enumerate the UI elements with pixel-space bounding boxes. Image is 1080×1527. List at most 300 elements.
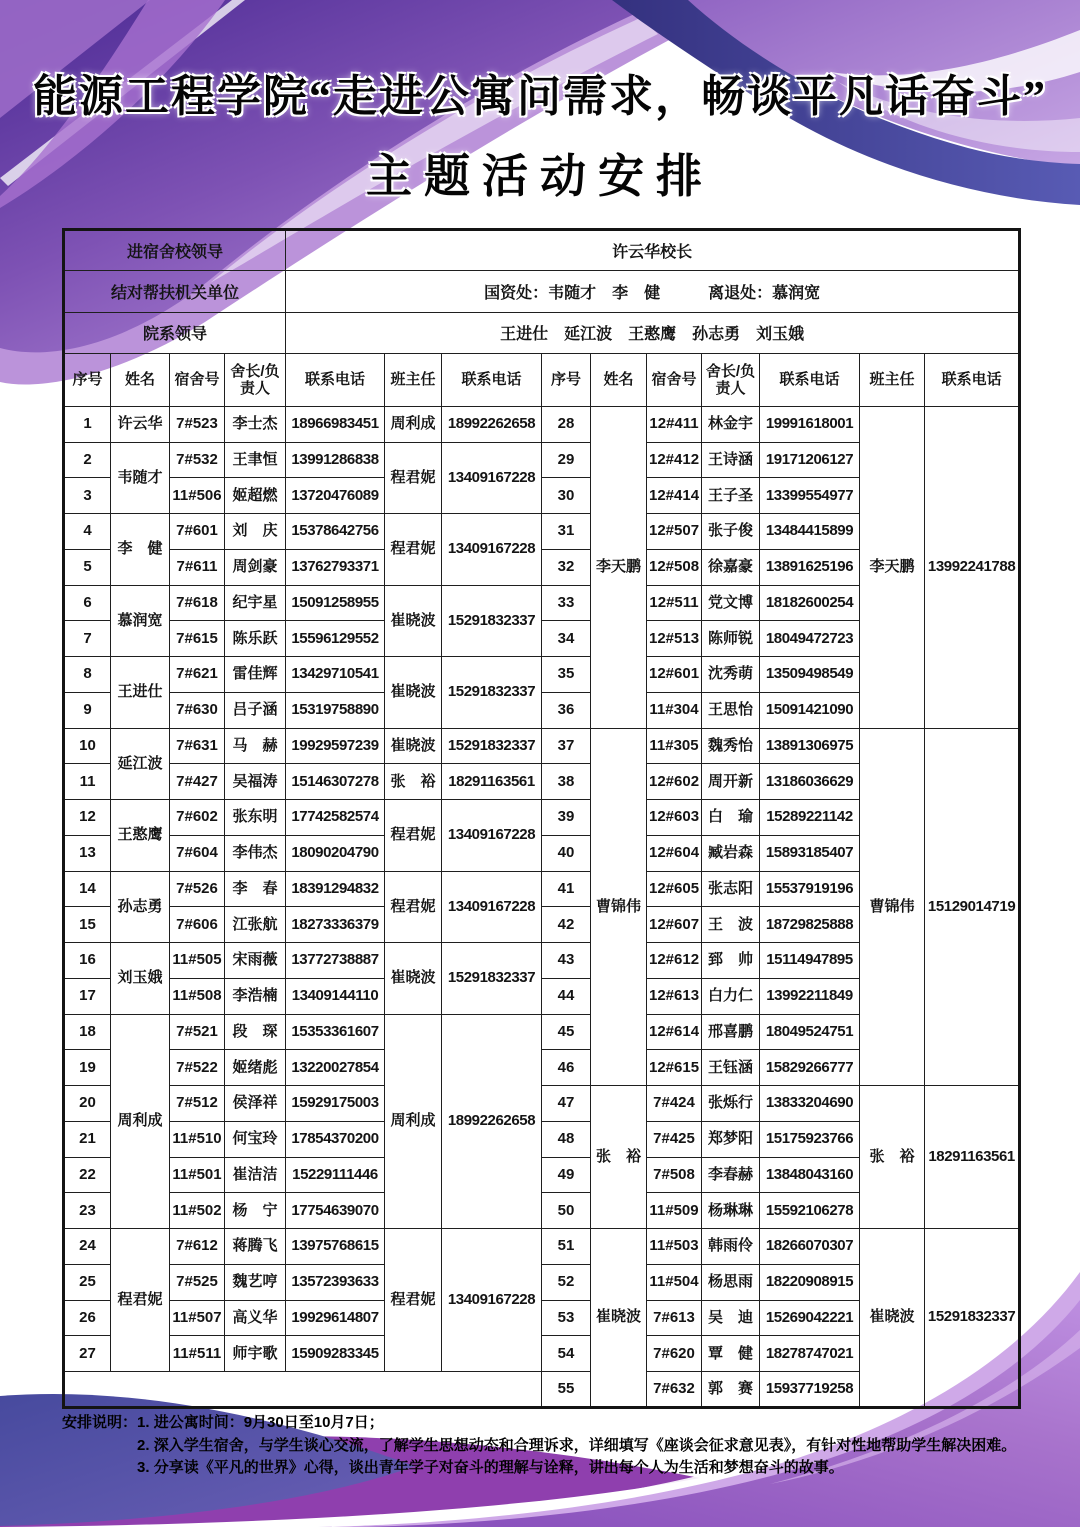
phone-cell: 18729825888 [760,907,860,943]
row-no-cell: 25 [64,1264,111,1300]
row-no-cell: 14 [64,871,111,907]
info-row [64,230,1020,271]
row-no-cell: 35 [542,657,591,693]
notes-items [137,1412,1016,1480]
dorm-head-cell: 郅 帅 [702,943,760,979]
dorm-number-cell: 11#505 [170,943,225,979]
teacher-phone-cell: 15291832337 [442,943,542,1015]
dorm-number-cell: 12#602 [647,764,702,800]
leader-name-cell: 曹锦伟 [591,728,647,1086]
dorm-number-cell: 12#511 [647,585,702,621]
row-no-cell: 47 [542,1086,591,1122]
dorm-number-cell: 11#507 [170,1300,225,1336]
dorm-head-cell: 宋雨薇 [225,943,286,979]
row-no-cell: 49 [542,1157,591,1193]
empty-cell [64,1372,542,1408]
header-cell: 班主任 [385,353,442,406]
dorm-head-cell: 郑梦阳 [702,1121,760,1157]
note-item: 2. 深入学生宿舍，与学生谈心交流，了解学生思想动态和合理诉求，详细填写《座谈会征求意见表》，有针对性地帮助学生解决困难。 [137,1436,1017,1454]
dorm-head-cell: 纪宇星 [225,585,286,621]
teacher-phone-cell: 13409167228 [442,1229,542,1372]
dorm-head-cell: 师宇歌 [225,1336,286,1372]
dorm-head-cell: 吴福涛 [225,764,286,800]
dorm-number-cell: 7#525 [170,1264,225,1300]
dorm-number-cell: 12#612 [647,943,702,979]
phone-cell: 15319758890 [286,692,385,728]
row-no-cell: 36 [542,692,591,728]
info-value: 国资处：韦随才 李 健 离退处：慕润宽 [286,271,1020,312]
teacher-phone-cell: 15129014719 [925,728,1020,1086]
table-body [64,406,1020,1407]
note-item: 1. 进公寓时间：9月30日至10月7日； [137,1414,384,1431]
row-no-cell: 21 [64,1121,111,1157]
dorm-head-cell: 段 琛 [225,1014,286,1050]
dorm-head-cell: 马 赫 [225,728,286,764]
phone-cell: 15229111446 [286,1157,385,1193]
row-no-cell: 7 [64,621,111,657]
head-teacher-cell: 崔晓波 [860,1229,925,1408]
dorm-number-cell: 7#613 [647,1300,702,1336]
info-value: 许云华校长 [286,230,1020,271]
dorm-number-cell: 7#612 [170,1229,225,1265]
header-cell: 联系电话 [442,353,542,406]
row-no-cell: 2 [64,442,111,478]
notes-label: 安排说明： [62,1414,138,1431]
dorm-number-cell: 7#425 [647,1121,702,1157]
phone-cell: 19171206127 [760,442,860,478]
phone-cell: 19929614807 [286,1300,385,1336]
dorm-head-cell: 周剑豪 [225,549,286,585]
row-no-cell: 31 [542,514,591,550]
row-no-cell: 39 [542,800,591,836]
header-cell: 舍长/负责人 [225,353,286,406]
phone-cell: 15909283345 [286,1336,385,1372]
head-teacher-cell: 崔晓波 [385,657,442,729]
dorm-number-cell: 12#605 [647,871,702,907]
dorm-head-cell: 崔洁洁 [225,1157,286,1193]
leader-name-cell: 孙志勇 [111,871,170,943]
row-no-cell: 20 [64,1086,111,1122]
dorm-number-cell: 11#511 [170,1336,225,1372]
row-no-cell: 30 [542,478,591,514]
phone-cell: 15537919196 [760,871,860,907]
header-cell: 姓名 [591,353,647,406]
dorm-head-cell: 李春赫 [702,1157,760,1193]
leader-name-cell: 延江波 [111,728,170,800]
dorm-head-cell: 江张航 [225,907,286,943]
dorm-head-cell: 张烁行 [702,1086,760,1122]
header-cell: 舍长/负责人 [702,353,760,406]
row-no-cell: 8 [64,657,111,693]
dorm-number-cell: 7#611 [170,549,225,585]
dorm-number-cell: 11#304 [647,692,702,728]
header-cell: 序号 [64,353,111,406]
dorm-head-cell: 邢喜鹏 [702,1014,760,1050]
dorm-number-cell: 11#502 [170,1193,225,1229]
row-no-cell: 4 [64,514,111,550]
dorm-head-cell: 王 波 [702,907,760,943]
phone-cell: 15175923766 [760,1121,860,1157]
phone-cell: 15091421090 [760,692,860,728]
header-cell: 姓名 [111,353,170,406]
dorm-head-cell: 沈秀萌 [702,657,760,693]
row-no-cell: 24 [64,1229,111,1265]
dorm-head-cell: 张子俊 [702,514,760,550]
dorm-head-cell: 吕子涵 [225,692,286,728]
head-teacher-cell: 崔晓波 [385,585,442,657]
head-teacher-cell: 崔晓波 [385,728,442,764]
dorm-number-cell: 12#508 [647,549,702,585]
phone-cell: 15937719258 [760,1372,860,1408]
row-no-cell: 9 [64,692,111,728]
phone-cell: 17854370200 [286,1121,385,1157]
row-no-cell: 46 [542,1050,591,1086]
dorm-head-cell: 魏秀怡 [702,728,760,764]
dorm-head-cell: 林金宇 [702,406,760,442]
head-teacher-cell: 程君妮 [385,1229,442,1372]
dorm-number-cell: 11#503 [647,1229,702,1265]
notes-block [62,1412,1042,1480]
phone-cell: 18278747021 [760,1336,860,1372]
dorm-number-cell: 7#618 [170,585,225,621]
dorm-head-cell: 吴 迪 [702,1300,760,1336]
row-no-cell: 52 [542,1264,591,1300]
leader-name-cell: 崔晓波 [591,1229,647,1408]
row-no-cell: 29 [542,442,591,478]
dorm-number-cell: 11#501 [170,1157,225,1193]
teacher-phone-cell: 15291832337 [442,585,542,657]
row-no-cell: 13 [64,835,111,871]
phone-cell: 15592106278 [760,1193,860,1229]
schedule-table [62,228,1021,1409]
teacher-phone-cell: 18291163561 [925,1086,1020,1229]
teacher-phone-cell: 15291832337 [925,1229,1020,1408]
header-cell: 序号 [542,353,591,406]
header-cell: 宿舍号 [170,353,225,406]
teacher-phone-cell: 15291832337 [442,728,542,764]
dorm-number-cell: 7#620 [647,1336,702,1372]
dorm-head-cell: 臧岩森 [702,835,760,871]
dorm-head-cell: 陈乐跃 [225,621,286,657]
teacher-phone-cell: 13992241788 [925,406,1020,728]
dorm-head-cell: 王思怡 [702,692,760,728]
dorm-number-cell: 7#521 [170,1014,225,1050]
head-teacher-cell: 崔晓波 [385,943,442,1015]
dorm-number-cell: 7#621 [170,657,225,693]
header-cell: 宿舍号 [647,353,702,406]
head-teacher-cell: 程君妮 [385,514,442,586]
row-no-cell: 27 [64,1336,111,1372]
table-row [64,406,1020,442]
row-no-cell: 55 [542,1372,591,1408]
row-no-cell: 54 [542,1336,591,1372]
dorm-number-cell: 7#532 [170,442,225,478]
phone-cell: 13991286838 [286,442,385,478]
dorm-head-cell: 魏艺哼 [225,1264,286,1300]
phone-cell: 13833204690 [760,1086,860,1122]
head-teacher-cell: 周利成 [385,406,442,442]
row-no-cell: 12 [64,800,111,836]
phone-cell: 15091258955 [286,585,385,621]
phone-cell: 13429710541 [286,657,385,693]
row-no-cell: 10 [64,728,111,764]
dorm-number-cell: 11#504 [647,1264,702,1300]
row-no-cell: 23 [64,1193,111,1229]
row-no-cell: 44 [542,978,591,1014]
note-item: 3. 分享读《平凡的世界》心得，谈出青年学子对奋斗的理解与诠释，讲出每个人为生活和梦想奋斗的故事。 [137,1459,844,1476]
dorm-number-cell: 7#523 [170,406,225,442]
phone-cell: 18049524751 [760,1014,860,1050]
info-label: 院系领导 [64,312,286,353]
table-row [64,1229,1020,1265]
leader-name-cell: 李 健 [111,514,170,586]
phone-cell: 15929175003 [286,1086,385,1122]
dorm-head-cell: 李 春 [225,871,286,907]
dorm-head-cell: 王聿恒 [225,442,286,478]
phone-cell: 13409144110 [286,978,385,1014]
dorm-number-cell: 7#512 [170,1086,225,1122]
phone-cell: 19929597239 [286,728,385,764]
phone-cell: 18391294832 [286,871,385,907]
dorm-head-cell: 刘 庆 [225,514,286,550]
phone-cell: 13891625196 [760,549,860,585]
phone-cell: 17742582574 [286,800,385,836]
leader-name-cell: 许云华 [111,406,170,442]
phone-cell: 17754639070 [286,1193,385,1229]
dorm-number-cell: 12#601 [647,657,702,693]
row-no-cell: 51 [542,1229,591,1265]
dorm-head-cell: 韩雨伶 [702,1229,760,1265]
row-no-cell: 16 [64,943,111,979]
leader-name-cell: 李天鹏 [591,406,647,728]
phone-cell: 15146307278 [286,764,385,800]
dorm-head-cell: 张东明 [225,800,286,836]
dorm-head-cell: 李伟杰 [225,835,286,871]
header-cell: 联系电话 [760,353,860,406]
row-no-cell: 33 [542,585,591,621]
leader-name-cell: 周利成 [111,1014,170,1229]
dorm-number-cell: 12#613 [647,978,702,1014]
dorm-number-cell: 7#508 [647,1157,702,1193]
row-no-cell: 19 [64,1050,111,1086]
teacher-phone-cell: 18992262658 [442,406,542,442]
leader-name-cell: 韦随才 [111,442,170,514]
row-no-cell: 48 [542,1121,591,1157]
teacher-phone-cell: 18992262658 [442,1014,542,1229]
dorm-head-cell: 周开新 [702,764,760,800]
dorm-number-cell: 7#601 [170,514,225,550]
phone-cell: 18966983451 [286,406,385,442]
row-no-cell: 43 [542,943,591,979]
leader-name-cell: 张 裕 [591,1086,647,1229]
leader-name-cell: 程君妮 [111,1229,170,1372]
dorm-head-cell: 白力仁 [702,978,760,1014]
header-cell: 联系电话 [286,353,385,406]
row-no-cell: 41 [542,871,591,907]
phone-cell: 13992211849 [760,978,860,1014]
row-no-cell: 50 [542,1193,591,1229]
row-no-cell: 17 [64,978,111,1014]
phone-cell: 13891306975 [760,728,860,764]
dorm-head-cell: 党文博 [702,585,760,621]
dorm-number-cell: 12#615 [647,1050,702,1086]
phone-cell: 19991618001 [760,406,860,442]
row-no-cell: 6 [64,585,111,621]
row-no-cell: 1 [64,406,111,442]
dorm-number-cell: 7#604 [170,835,225,871]
dorm-head-cell: 王钰涵 [702,1050,760,1086]
dorm-number-cell: 7#630 [170,692,225,728]
row-no-cell: 28 [542,406,591,442]
phone-cell: 18220908915 [760,1264,860,1300]
row-no-cell: 38 [542,764,591,800]
head-teacher-cell: 程君妮 [385,871,442,943]
phone-cell: 18049472723 [760,621,860,657]
dorm-head-cell: 白 瑜 [702,800,760,836]
dorm-number-cell: 11#305 [647,728,702,764]
dorm-head-cell: 姬绪彪 [225,1050,286,1086]
head-teacher-cell: 张 裕 [385,764,442,800]
phone-cell: 15893185407 [760,835,860,871]
row-no-cell: 11 [64,764,111,800]
dorm-number-cell: 7#632 [647,1372,702,1408]
dorm-head-cell: 李士杰 [225,406,286,442]
dorm-number-cell: 12#513 [647,621,702,657]
dorm-number-cell: 7#606 [170,907,225,943]
phone-cell: 18273336379 [286,907,385,943]
teacher-phone-cell: 13409167228 [442,442,542,514]
phone-cell: 13220027854 [286,1050,385,1086]
phone-cell: 13399554977 [760,478,860,514]
dorm-number-cell: 7#424 [647,1086,702,1122]
row-no-cell: 22 [64,1157,111,1193]
leader-name-cell: 慕润宽 [111,585,170,657]
teacher-phone-cell: 13409167228 [442,871,542,943]
table-row [64,1086,1020,1122]
dorm-number-cell: 12#412 [647,442,702,478]
teacher-phone-cell: 15291832337 [442,657,542,729]
row-no-cell: 26 [64,1300,111,1336]
leader-name-cell: 王进仕 [111,657,170,729]
dorm-number-cell: 7#522 [170,1050,225,1086]
dorm-head-cell: 杨 宁 [225,1193,286,1229]
dorm-number-cell: 12#607 [647,907,702,943]
row-no-cell: 53 [542,1300,591,1336]
page-title-line2: 主题活动安排 [366,151,714,202]
row-no-cell: 18 [64,1014,111,1050]
leader-name-cell: 王憨鹰 [111,800,170,872]
dorm-number-cell: 12#507 [647,514,702,550]
head-teacher-cell: 周利成 [385,1014,442,1229]
head-teacher-cell: 曹锦伟 [860,728,925,1086]
row-no-cell: 3 [64,478,111,514]
dorm-head-cell: 姬超燃 [225,478,286,514]
dorm-head-cell: 杨琳琳 [702,1193,760,1229]
dorm-head-cell: 高义华 [225,1300,286,1336]
head-teacher-cell: 张 裕 [860,1086,925,1229]
phone-cell: 15829266777 [760,1050,860,1086]
info-label: 进宿舍校领导 [64,230,286,271]
dorm-head-cell: 侯泽祥 [225,1086,286,1122]
dorm-number-cell: 11#510 [170,1121,225,1157]
head-teacher-cell: 李天鹏 [860,406,925,728]
phone-cell: 13572393633 [286,1264,385,1300]
phone-cell: 13186036629 [760,764,860,800]
row-no-cell: 5 [64,549,111,585]
phone-cell: 13762793371 [286,549,385,585]
head-teacher-cell: 程君妮 [385,442,442,514]
dorm-head-cell: 徐嘉豪 [702,549,760,585]
info-label: 结对帮扶机关单位 [64,271,286,312]
row-no-cell: 15 [64,907,111,943]
info-row [64,312,1020,353]
dorm-number-cell: 7#526 [170,871,225,907]
dorm-head-cell: 蒋腾飞 [225,1229,286,1265]
teacher-phone-cell: 13409167228 [442,800,542,872]
dorm-head-cell: 张志阳 [702,871,760,907]
row-no-cell: 34 [542,621,591,657]
dorm-head-cell: 何宝玲 [225,1121,286,1157]
leader-name-cell: 刘玉娥 [111,943,170,1015]
phone-cell: 18182600254 [760,585,860,621]
phone-cell: 15353361607 [286,1014,385,1050]
dorm-head-cell: 王诗涵 [702,442,760,478]
dorm-head-cell: 杨思雨 [702,1264,760,1300]
phone-cell: 15269042221 [760,1300,860,1336]
phone-cell: 18090204790 [286,835,385,871]
row-no-cell: 32 [542,549,591,585]
dorm-number-cell: 12#603 [647,800,702,836]
dorm-head-cell: 王子圣 [702,478,760,514]
phone-cell: 15596129552 [286,621,385,657]
dorm-number-cell: 7#631 [170,728,225,764]
row-no-cell: 37 [542,728,591,764]
dorm-head-cell: 陈师锐 [702,621,760,657]
page-title-line1: 能源工程学院“走进公寓问需求，畅谈平凡话奋斗” [33,72,1047,121]
phone-cell: 15289221142 [760,800,860,836]
phone-cell: 13848043160 [760,1157,860,1193]
phone-cell: 13720476089 [286,478,385,514]
header-cell: 联系电话 [925,353,1020,406]
dorm-number-cell: 12#411 [647,406,702,442]
row-no-cell: 45 [542,1014,591,1050]
phone-cell: 15378642756 [286,514,385,550]
info-row [64,271,1020,312]
dorm-head-cell: 郭 赛 [702,1372,760,1408]
dorm-number-cell: 7#602 [170,800,225,836]
dorm-number-cell: 11#508 [170,978,225,1014]
phone-cell: 13484415899 [760,514,860,550]
teacher-phone-cell: 13409167228 [442,514,542,586]
phone-cell: 15114947895 [760,943,860,979]
phone-cell: 18266070307 [760,1229,860,1265]
dorm-number-cell: 12#614 [647,1014,702,1050]
row-no-cell: 40 [542,835,591,871]
row-no-cell: 42 [542,907,591,943]
head-teacher-cell: 程君妮 [385,800,442,872]
dorm-number-cell: 11#509 [647,1193,702,1229]
page-title [0,60,1080,206]
teacher-phone-cell: 18291163561 [442,764,542,800]
phone-cell: 13509498549 [760,657,860,693]
dorm-number-cell: 7#427 [170,764,225,800]
dorm-head-cell: 雷佳辉 [225,657,286,693]
dorm-head-cell: 覃 健 [702,1336,760,1372]
dorm-head-cell: 李浩楠 [225,978,286,1014]
phone-cell: 13975768615 [286,1229,385,1265]
dorm-number-cell: 12#414 [647,478,702,514]
table-row [64,728,1020,764]
